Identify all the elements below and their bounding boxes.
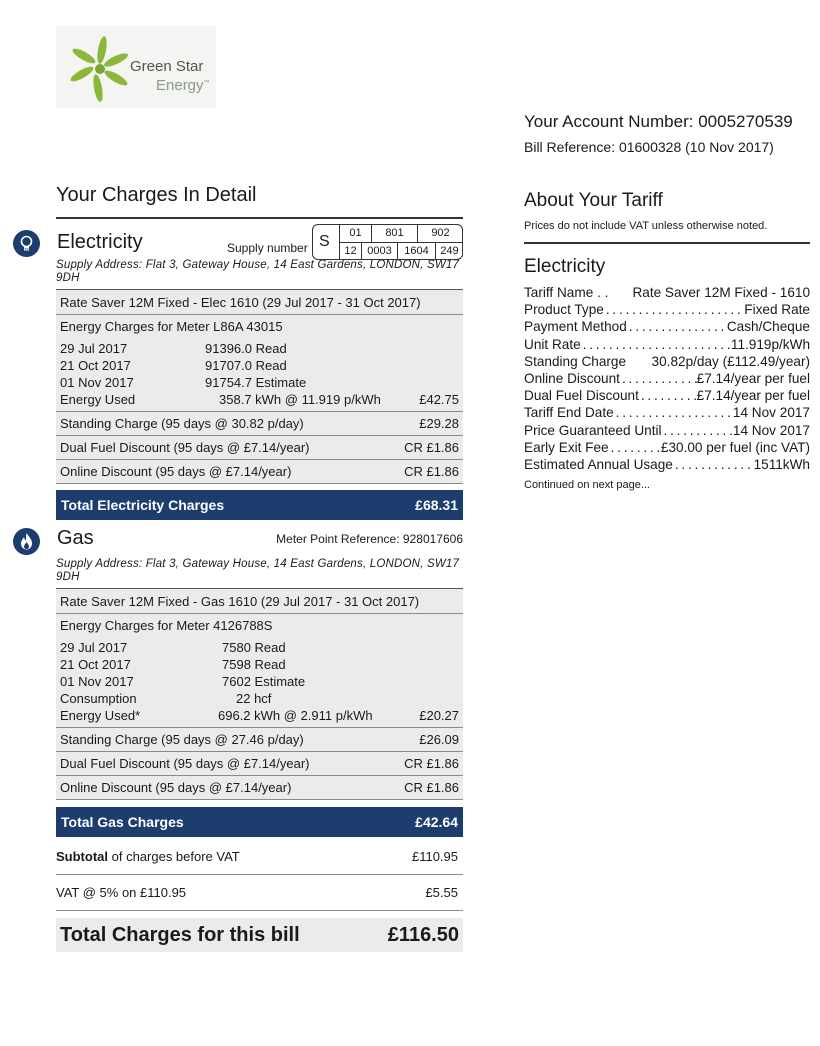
tariff-list: [524, 284, 810, 473]
gas-header: [56, 520, 463, 556]
bill-reference: Bill Reference: 01600328 (10 Nov 2017): [524, 139, 774, 155]
brand-name-line1: Green Star: [130, 58, 204, 75]
electricity-standing-charge: Standing Charge (95 days @ 30.82 p/day) £29.28: [56, 411, 463, 435]
supply-bottom-1: 12: [339, 243, 361, 260]
gas-supply-address: Supply Address: Flat 3, Gateway House, 14 East Gardens, LONDON, SW17 9DH: [56, 558, 460, 583]
list-item: Consumption 22 hcf: [60, 691, 272, 706]
list-item: 21 Oct 2017 91707.0 Read: [60, 358, 287, 373]
tariff-item: Standing Charge 30.82p/day (£112.49/year): [524, 353, 810, 369]
supply-top-2: 801: [371, 225, 417, 242]
tariff-item: Unit Rate . . . 11.919p/kWh: [524, 336, 810, 353]
list-item: Energy Used* 696.2 kWh @ 2.911 p/kWh £20.27: [60, 708, 459, 723]
tariff-info: [524, 190, 810, 491]
supply-bottom-3: 1604: [397, 243, 435, 260]
tariff-item: Price Guaranteed Until . . . 14 Nov 2017: [524, 422, 810, 439]
electricity-online-discount: Online Discount (95 days @ £7.14/year) CR £1.86: [56, 459, 463, 483]
flame-icon: [13, 528, 40, 555]
vat-note: Prices do not include VAT unless otherwise noted.: [524, 220, 810, 244]
list-item: 01 Nov 2017 91754.7 Estimate: [60, 375, 307, 390]
electricity-readings: [56, 338, 463, 411]
electricity-total: Total Electricity Charges £68.31: [56, 490, 463, 520]
tariff-item: Product Type . . . Fixed Rate: [524, 301, 810, 318]
electricity-header: [56, 219, 463, 257]
tariff-fuel-title: Electricity: [524, 256, 606, 277]
gas-title: Gas: [57, 527, 94, 549]
charges-title: Your Charges In Detail: [56, 184, 463, 219]
list-item: Energy Used 358.7 kWh @ 11.919 p/kWh £42.75: [60, 392, 459, 407]
supply-bottom-4: 249: [435, 243, 463, 260]
list-item: 21 Oct 2017 7598 Read: [60, 657, 286, 672]
gas-total: Total Gas Charges £42.64: [56, 807, 463, 837]
grand-total: Total Charges for this bill £116.50: [56, 918, 463, 952]
gas-section: [56, 520, 463, 837]
list-item: 29 Jul 2017 91396.0 Read: [60, 341, 287, 356]
list-item: 01 Nov 2017 7602 Estimate: [60, 674, 306, 689]
electricity-dual-fuel-discount: Dual Fuel Discount (95 days @ £7.14/year) CR £1.86: [56, 435, 463, 459]
gas-standing-charge: Standing Charge (95 days @ 27.46 p/day) £26.09: [56, 727, 463, 751]
tariff-item: Tariff End Date . . . 14 Nov 2017: [524, 404, 810, 421]
tariff-item: Estimated Annual Usage . . . 1511kWh: [524, 456, 810, 473]
green-star-leaf-icon: [66, 32, 136, 104]
electricity-supply-address: Supply Address: Flat 3, Gateway House, 14 East Gardens, LONDON, SW17 9DH: [56, 259, 460, 284]
brand-name-line2: Energy™: [156, 77, 210, 94]
tariff-item: Payment Method . . . Cash/Cheque: [524, 318, 810, 335]
supply-number-label: Supply number: [227, 241, 308, 255]
supply-top-1: 01: [339, 225, 371, 242]
gas-readings: [56, 637, 463, 727]
gas-online-discount: Online Discount (95 days @ £7.14/year) CR £1.86: [56, 775, 463, 799]
meter-point-reference: Meter Point Reference: 928017606: [276, 532, 463, 546]
supply-number-box: [312, 224, 463, 260]
lightbulb-icon: [13, 230, 40, 257]
gas-meter-line: Energy Charges for Meter 4126788S: [56, 613, 463, 637]
gas-tariff-line: Rate Saver 12M Fixed - Gas 1610 (29 Jul 2017 - 31 Oct 2017): [56, 588, 463, 613]
tariff-item: Dual Fuel Discount . . . £7.14/year per fuel: [524, 387, 810, 404]
tariff-title: About Your Tariff: [524, 190, 663, 211]
subtotal-row: Subtotal of charges before VAT £110.95: [56, 839, 463, 875]
supply-top-3: 902: [417, 225, 463, 242]
gas-dual-fuel-discount: Dual Fuel Discount (95 days @ £7.14/year) CR £1.86: [56, 751, 463, 775]
tariff-item: Tariff Name . . Rate Saver 12M Fixed - 1610: [524, 285, 810, 300]
electricity-section: [56, 219, 463, 520]
account-info: [524, 112, 793, 155]
supply-s: S: [319, 233, 330, 250]
charges-detail: [56, 184, 463, 952]
vat-row: VAT @ 5% on £110.95 £5.55: [56, 875, 463, 911]
list-item: 29 Jul 2017 7580 Read: [60, 640, 286, 655]
continued-note: Continued on next page...: [524, 479, 650, 492]
account-number: Your Account Number: 0005270539: [524, 112, 793, 131]
tariff-item: Early Exit Fee . . . £30.00 per fuel (inc VAT): [524, 439, 810, 456]
tariff-item: Online Discount . . . £7.14/year per fuel: [524, 370, 810, 387]
supply-bottom-2: 0003: [361, 243, 397, 260]
brand-logo: [56, 26, 216, 108]
electricity-title: Electricity: [57, 231, 143, 253]
electricity-tariff-line: Rate Saver 12M Fixed - Elec 1610 (29 Jul 2017 - 31 Oct 2017): [56, 289, 463, 314]
electricity-meter-line: Energy Charges for Meter L86A 43015: [56, 314, 463, 338]
